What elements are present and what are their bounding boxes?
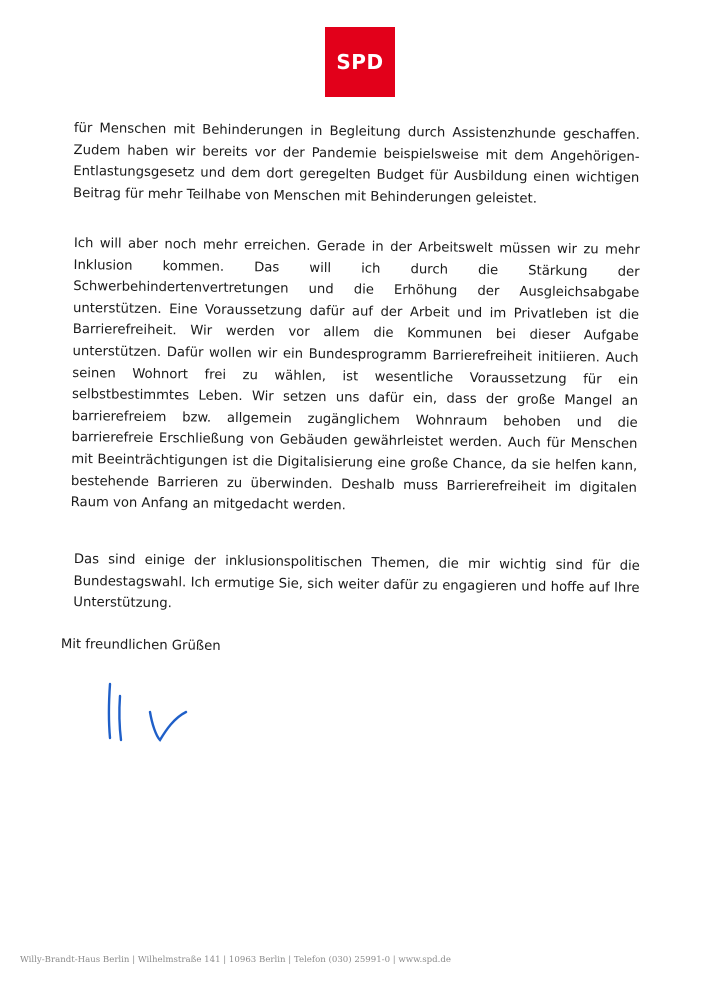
letter-paragraph-2: Ich will aber noch mehr erreichen. Gerade in der Arbeitswelt müssen wir zu mehr Inklusion kommen. Das will ich durch die Stärkung der Schwerbehindertenvertretungen und die Erhöhung der Ausgleichsabgabe unterstützen. Eine Voraussetzung dafür auf der Arbeit und im Privatleben ist die Barrierefreiheit. Wir werden vor allem die Kommunen bei dieser Aufgabe unterstützen. Dafür wollen wir ein Bundesprogramm Barrierefreiheit initiieren. Auch seinen Wohnort frei zu wählen, ist wesentliche Voraussetzung für ein selbstbestimmtes Leben. Wir setzen uns dafür ein, dass der große Mangel an barrierefreiem bzw. allgemein zugänglichem Wohnraum behoben und die barrierefreie Erschließung von Gebäuden gewährleistet werden. Auch für Menschen mit Beeinträchtigungen ist die Digitalisierung eine große Chance, da sie helfen kann, bestehende Barrieren zu überwinden. Deshalb muss Barrierefreiheit im digitalen Raum von Anfang an mitgedacht werden. bbox=[70, 235, 640, 514]
footer-address: Willy-Brandt-Haus Berlin | Wilhelmstraße 141 | 10963 Berlin | Telefon (030) 25991-0 | www.spd.de bbox=[20, 955, 451, 965]
handwritten-signature bbox=[96, 678, 196, 748]
letter-paragraph-3: Das sind einige der inklusionspolitischen Themen, die mir wichtig sind für die Bundestagswahl. Ich ermutige Sie, sich weiter dafür zu engagieren und hoffe auf Ihre Unterstützung. bbox=[73, 551, 640, 612]
closing-salutation: Mit freundlichen Grüßen bbox=[60, 636, 221, 654]
spd-logo-text: SPD bbox=[336, 50, 384, 74]
letter-paragraph-1: für Menschen mit Behinderungen in Begleitung durch Assistenzhunde geschaffen. Zudem haben wir bereits vor der Pandemie beispielsweise mit dem Angehörigen-Entlastungsgesetz und dem dort geregelten Budget für Ausbildung einen wichtigen Beitrag für mehr Teilhabe von Menschen mit Behinderungen geleistet. bbox=[72, 120, 640, 207]
spd-logo bbox=[325, 27, 395, 97]
